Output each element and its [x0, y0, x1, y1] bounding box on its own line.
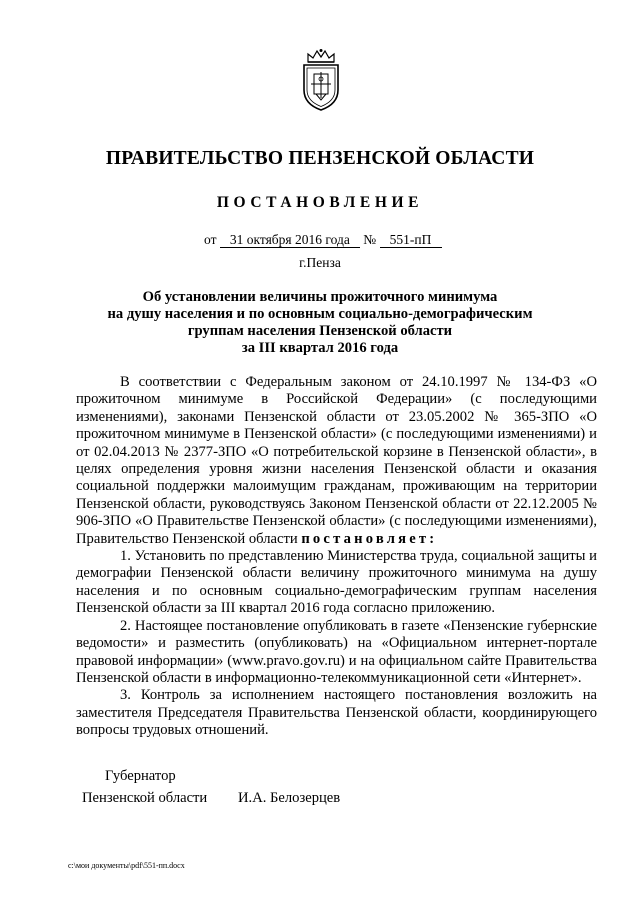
- preamble-paragraph: [76, 374, 597, 548]
- document-date: 31 октября 2016 года: [220, 233, 360, 248]
- city: г.Пенза: [299, 255, 341, 270]
- signatory-name: И.А. Белозерцев: [238, 790, 341, 806]
- number-prefix: №: [363, 232, 377, 247]
- item-3: 3. Контроль за исполнением настоящего постановления возложить на заместителя Председателя Правительства Пензенской области, координирующего вопросы трудовых отношений.: [76, 687, 597, 739]
- resolves-word: постановляет:: [301, 530, 438, 547]
- date-number-line: [204, 232, 442, 248]
- title-line: за III квартал 2016 года: [241, 340, 399, 356]
- title-line: Об установлении величины прожиточного минимума: [142, 289, 498, 305]
- item-1: 1. Установить по представлению Министерства труда, социальной защиты и демографии Пензенской области величину прожиточного минимума на душу населения и по основным социально-демографическим группам населения Пензенской области за III квартал 2016 года согласно приложению.: [76, 548, 597, 617]
- document-body: [76, 374, 597, 740]
- file-path-footer: c:\мои документы\pdf\551-пп.docx: [68, 861, 185, 870]
- title-line: на душу населения и по основным социально-демографическим: [107, 306, 533, 322]
- penza-coat-of-arms-icon: [296, 48, 346, 112]
- document-type: ПОСТАНОВЛЕНИЕ: [216, 194, 424, 211]
- date-prefix: от: [204, 232, 217, 247]
- document-title: [60, 289, 580, 357]
- signatory-position-line2: Пензенской области: [82, 790, 208, 806]
- preamble-text: В соответствии с Федеральным законом от 24.10.1997 № 134-ФЗ «О прожиточном минимуме в Российской Федерации» (с последующими изменениями), законами Пензенской области от 23.05.2002 № 365-ЗПО «О прожиточном минимуме в Пензенской области» (с последующими изменениями) и от 02.04.2013 № 2377-ЗПО «О потребительской корзине в Пензенской области», в целях определения уровня жизни населения Пензенской области и оказания социальной поддержки малоимущим гражданам, проживающим на территории Пензенской области, руководствуясь Законом Пензенской области от 22.12.2005 № 906-ЗПО «О Правительстве Пензенской области» (с последующими изменениями), Правительство Пензенской области: [76, 374, 597, 547]
- item-2: 2. Настоящее постановление опубликовать в газете «Пензенские губернские ведомости» и разместить (опубликовать) на «Официальном интернет-портале правовой информации» (www.pravo.gov.ru) и на официальном сайте Правительства Пензенской области в информационно-телекоммуникационной сети «Интернет».: [76, 617, 597, 686]
- title-line: группам населения Пензенской области: [187, 323, 453, 339]
- signatory-position-line1: Губернатор: [105, 768, 176, 784]
- document-number: 551-пП: [380, 233, 442, 248]
- organization-title: ПРАВИТЕЛЬСТВО ПЕНЗЕНСКОЙ ОБЛАСТИ: [105, 148, 535, 169]
